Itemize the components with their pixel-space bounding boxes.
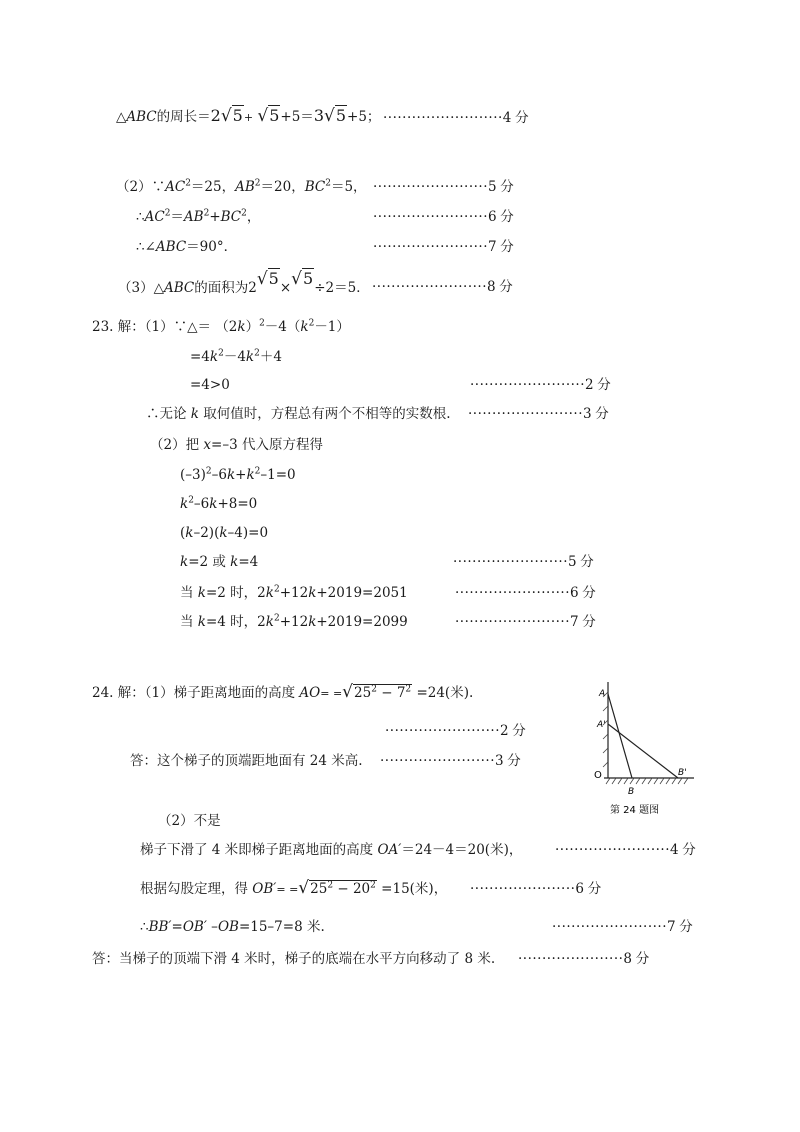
q24-part2-heading: （2）不是: [158, 813, 221, 829]
q24-heading-line: 24. 解：（1）梯子距离地面的高度 $AO= =√25^2 - 7^2 =24$(米).: [92, 682, 474, 702]
q23-line2: $=4k^2-4k^2+4$: [190, 348, 282, 365]
q22-perimeter-line: △ABC的周长＝2√5+ √5+5＝3√5+5；: [116, 106, 381, 126]
q24-score-7: ························7 分: [552, 919, 693, 935]
q23-score-2: ························2 分: [470, 377, 611, 393]
q23-score-6: ························6 分: [455, 585, 596, 601]
q24-score-8: ······················8 分: [518, 951, 649, 967]
q22-score-7: ························7 分: [373, 239, 514, 255]
q24-line2: 根据勾股定理，得 $OB'= =√25^2 - 20^2 =15$(米)，: [140, 878, 448, 898]
ladder-original: [608, 694, 632, 778]
q22-score-6: ························6 分: [373, 209, 514, 225]
q23-eq3: (k–2)(k–4)=0: [180, 525, 269, 541]
q24-line3: ∴BB′=OB′ –OB=15–7=8 米.: [140, 919, 325, 935]
q22-part2-line1: $(2)\because AC^2=25$，$AB^2=20$，$BC^2=5$，: [116, 178, 367, 195]
q22-score-5: ························5 分: [373, 179, 514, 195]
q23-conclusion: ∴无论 k 取何值时，方程总有两个不相等的实数根.: [146, 406, 451, 422]
ground-hatching: [606, 778, 688, 784]
label-a: A: [599, 689, 606, 699]
ladder-slid: [608, 724, 678, 778]
q24-score-6: ······················6 分: [470, 881, 601, 897]
q23-eq1: $(-3)^2-6k+k^2-1=0$: [180, 466, 296, 483]
q23-score-5: ························5 分: [453, 554, 594, 570]
q23-line3: =4>0: [190, 377, 230, 393]
label-a-prime: A': [597, 720, 606, 730]
q22-score-4: ·························4 分: [383, 110, 529, 126]
q23-eq2: $k^2-6k+8=0$: [180, 495, 258, 512]
q24-score-4: ························4 分: [555, 842, 696, 858]
q23-eq4: k=2 或 k=4: [180, 554, 259, 570]
label-b-prime: B': [678, 768, 687, 778]
q23-score-3: ························3 分: [468, 406, 609, 422]
figure-caption: 第 24 题图: [610, 805, 660, 816]
q22-part2-line3: ∴∠ABC＝90°．: [136, 239, 238, 255]
ladder-figure: [590, 672, 700, 822]
label-b: B: [628, 787, 635, 797]
q24-answer2: 答：当梯子的顶端下滑 4 米时，梯子的底端在水平方向移动了 8 米.: [92, 951, 496, 967]
q23-eq5: 当 k=2 时，$2k^2+12k+2019=2051$: [180, 584, 408, 601]
q24-score-2: ························2 分: [385, 723, 526, 739]
label-o: O: [594, 770, 602, 781]
q23-heading-line: 23. 解：（1）∵△＝ $(2k)^2-4(k^2-1)$: [92, 318, 350, 335]
q23-eq6: 当 k=4 时，$2k^2+12k+2019=2099$: [180, 613, 408, 630]
q22-part2-line2: $\therefore AC^2=AB^2+BC^2$，: [136, 208, 261, 225]
q23-score-7: ························7 分: [455, 614, 596, 630]
q23-part2-heading: （2）把 x=–3 代入原方程得: [150, 437, 323, 453]
q24-line1: 梯子下滑了 4 米即梯子距离地面的高度 OA′＝24－4＝20(米)，: [140, 842, 523, 858]
q22-score-8: ························8 分: [372, 279, 513, 295]
q22-part3-line: （3）△ABC的面积为2√5×√5÷2＝5．: [118, 269, 370, 296]
q24-score-3: ························3 分: [380, 753, 521, 769]
q24-answer1: 答：这个梯子的顶端距地面有 24 米高.: [130, 753, 363, 769]
